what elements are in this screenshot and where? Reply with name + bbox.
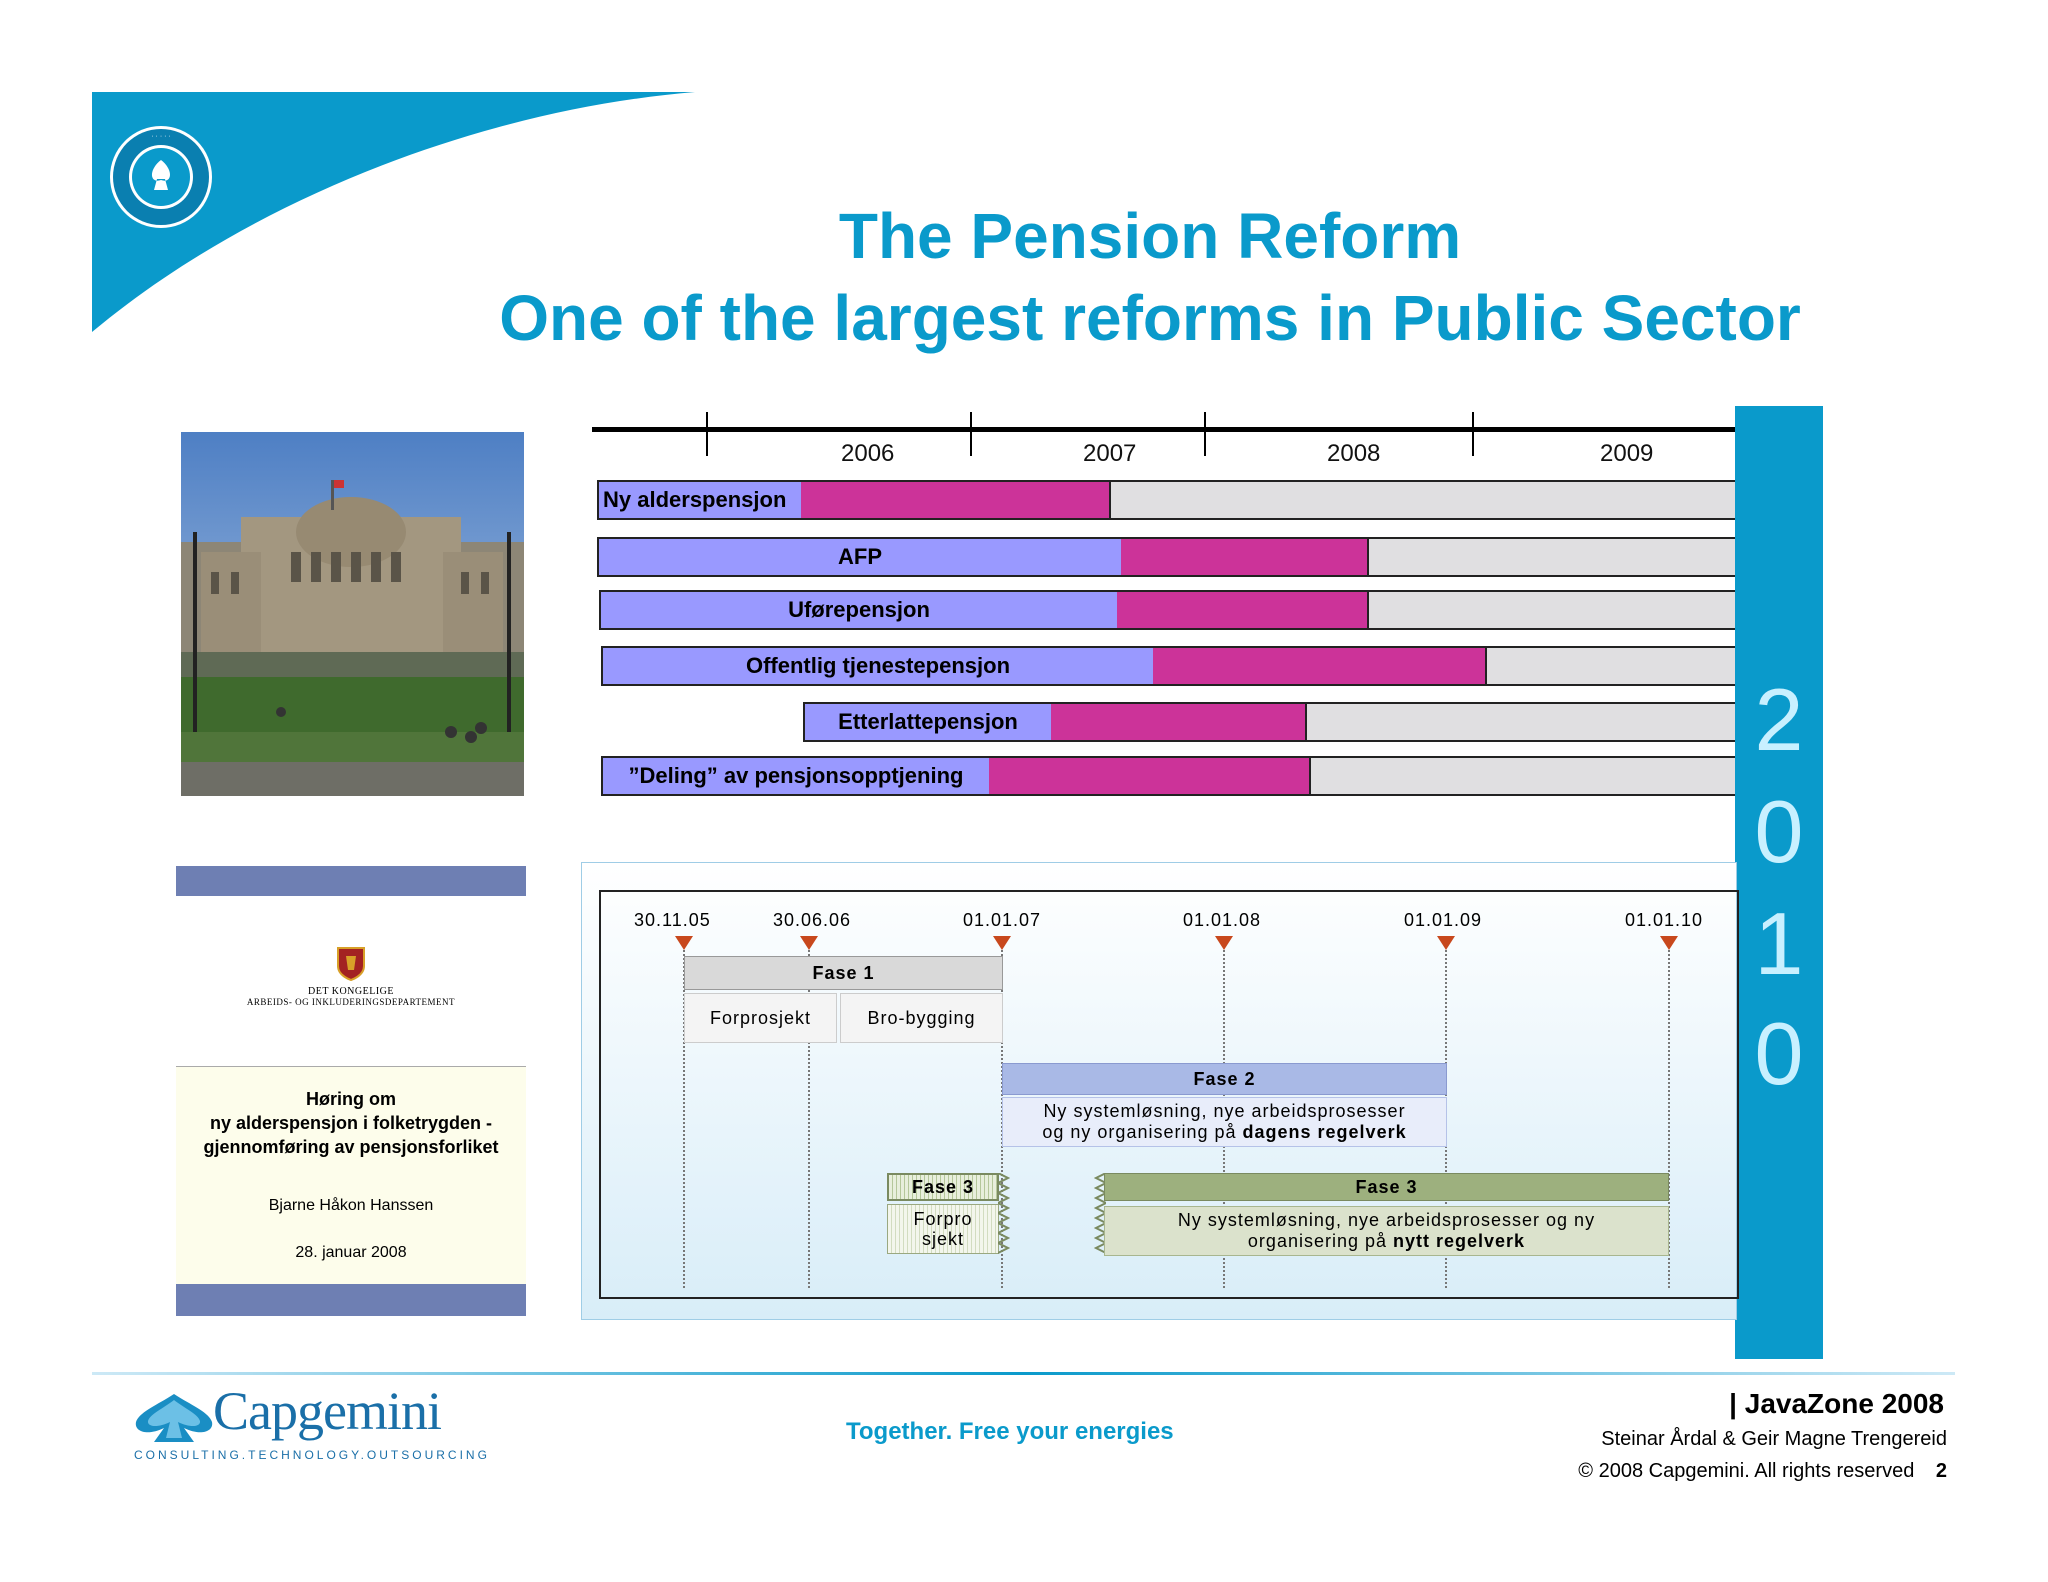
slide-title <box>380 195 1920 359</box>
milestone-marker-icon <box>800 936 818 950</box>
ministry-name: DET KONGELIGE ARBEIDS- OG INKLUDERINGSDEPARTEMENT <box>246 986 456 1007</box>
bar-label: Etterlattepensjon <box>805 704 1053 740</box>
timeline-bar-ny-alderspensjon <box>597 480 1739 520</box>
phase-date-3: 01.01.07 <box>963 910 1042 930</box>
timeline-bar-etterlattepensjon <box>803 702 1739 742</box>
bar-segment-magenta <box>1121 539 1369 575</box>
bar-segment-magenta <box>989 758 1311 794</box>
copyright-text: © 2008 Capgemini. All rights reserved <box>1578 1460 1915 1482</box>
jagged-edge-icon <box>998 1173 1010 1255</box>
cover-author: Bjarne Håkon Hanssen <box>268 1197 434 1214</box>
bar-segment-magenta <box>1051 704 1307 740</box>
presentation-authors: Steinar Årdal & Geir Magne Trengereid <box>1601 1428 1947 1450</box>
fase-2-header: Fase 2 <box>1002 1063 1447 1095</box>
svg-text:· · · · ·: · · · · · <box>151 133 171 140</box>
timeline-bar-offentlig-tjenestepensjon <box>601 646 1739 686</box>
phase-date-6: 01.01.10 <box>1625 910 1704 930</box>
bar-label: Offentlig tjenestepensjon <box>603 648 1155 684</box>
digit-0b: 0 <box>1754 1004 1804 1103</box>
capgemini-tagline: CONSULTING.TECHNOLOGY.OUTSOURCING <box>134 1448 490 1462</box>
cover-date: 28. januar 2008 <box>295 1244 407 1261</box>
fase-3-description: Ny systemløsning, nye arbeidsprosesser og ny organisering på nytt regelverk <box>1104 1206 1669 1256</box>
year-label-2008: 2008 <box>1327 440 1381 467</box>
milestone-marker-icon <box>1215 936 1233 950</box>
year-label-2007: 2007 <box>1083 440 1137 467</box>
digit-2: 2 <box>1754 670 1804 769</box>
year-label-2006: 2006 <box>841 440 895 467</box>
digit-1: 1 <box>1754 894 1804 993</box>
footer-divider <box>92 1372 1955 1375</box>
page-number: 2 <box>1935 1460 1947 1482</box>
bar-label: Ny alderspensjon <box>599 482 803 518</box>
capgemini-logo-text: Capgemini <box>213 1381 441 1441</box>
phase-date-5: 01.01.09 <box>1404 910 1483 930</box>
timeline-bar-uforepensjon <box>599 590 1739 630</box>
fase-1-forprosjekt: Forprosjekt <box>684 993 837 1043</box>
bar-segment-magenta <box>1153 648 1487 684</box>
phase-date-1: 30.11.05 <box>634 910 711 930</box>
milestone-marker-icon <box>1660 936 1678 950</box>
fase-2-description: Ny systemløsning, nye arbeidsprosesser og ny organisering på dagens regelverk <box>1002 1097 1447 1147</box>
year-2010-column <box>1735 406 1823 1359</box>
year-label-2009: 2009 <box>1600 440 1654 467</box>
milestone-marker-icon <box>1437 936 1455 950</box>
collaborative-seal-icon <box>108 124 214 230</box>
footer-slogan: Together. Free your energies <box>846 1418 1174 1445</box>
hearing-document-cover <box>176 866 526 1316</box>
event-name: | JavaZone 2008 <box>1729 1388 1944 1419</box>
copyright-line <box>1578 1460 1947 1483</box>
digit-0: 0 <box>1754 782 1804 881</box>
bar-label: ”Deling” av pensjonsopptjening <box>603 758 991 794</box>
fase-3-forprosjekt: Forpro sjekt <box>887 1204 999 1254</box>
bar-label: Uførepensjon <box>601 592 1119 628</box>
phase-date-2: 30.06.06 <box>773 910 852 930</box>
cover-bottom-band <box>176 1284 526 1316</box>
timeline-bar-afp <box>597 537 1739 577</box>
phase-date-4: 01.01.08 <box>1183 910 1262 930</box>
timeline-axis <box>592 412 1740 462</box>
fase-1-bro-bygging: Bro-bygging <box>840 993 1003 1043</box>
cover-heading: Høring om ny alderspensjon i folketrygden - gjennomføring av pensjonsforliket <box>203 1089 499 1157</box>
cover-top-band <box>176 866 526 896</box>
bar-segment-magenta <box>1117 592 1369 628</box>
parliament-building-photo <box>181 432 524 796</box>
fase-3-header: Fase 3 <box>1104 1173 1669 1201</box>
timeline-bar-deling <box>601 756 1739 796</box>
capgemini-spade-logo-icon <box>134 1392 214 1444</box>
milestone-marker-icon <box>675 936 693 950</box>
bar-label: AFP <box>599 539 1123 575</box>
title-line-2: One of the largest reforms in Public Sector <box>499 282 1801 354</box>
fase-3-small-header: Fase 3 <box>887 1173 999 1201</box>
milestone-marker-icon <box>993 936 1011 950</box>
cover-text-area <box>176 1066 526 1285</box>
fase-1-header: Fase 1 <box>684 956 1003 990</box>
title-line-1: The Pension Reform <box>838 200 1462 272</box>
royal-coat-of-arms-icon <box>336 946 366 982</box>
bar-segment-magenta <box>801 482 1111 518</box>
